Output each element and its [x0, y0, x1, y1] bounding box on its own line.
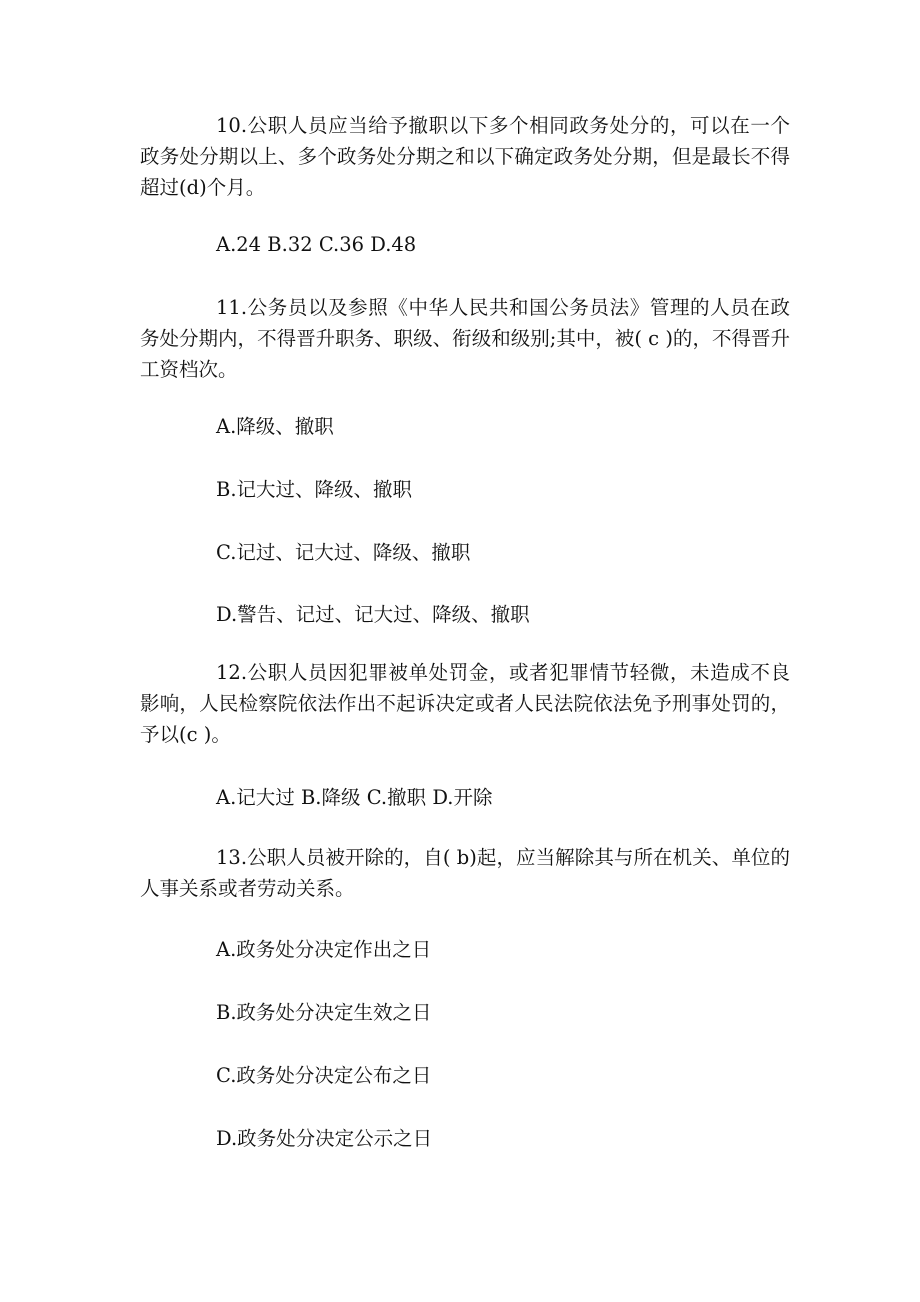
question-13-stem: 13.公职人员被开除的，自( b)起，应当解除其与所在机关、单位的人事关系或者劳动关系。 — [140, 846, 790, 900]
question-11-option-c: C.记过、记大过、降级、撤职 — [216, 541, 471, 564]
question-10-options: A.24 B.32 C.36 D.48 — [216, 233, 417, 256]
question-13-option-c: C.政务处分决定公布之日 — [216, 1064, 432, 1087]
question-13-option-d: D.政务处分决定公示之日 — [216, 1127, 433, 1150]
question-10-stem: 10.公职人员应当给予撤职以下多个相同政务处分的，可以在一个政务处分期以上、多个政务处分期之和以下确定政务处分期，但是最长不得超过(d)个月。 — [140, 114, 790, 199]
question-11-stem: 11.公务员以及参照《中华人民共和国公务员法》管理的人员在政务处分期内，不得晋升职务、职级、衔级和级别;其中，被( c )的，不得晋升工资档次。 — [140, 296, 790, 381]
question-11-option-b: B.记大过、降级、撤职 — [216, 478, 413, 501]
question-12-options: A.记大过 B.降级 C.撤职 D.开除 — [216, 786, 493, 809]
question-13-option-a: A.政务处分决定作出之日 — [216, 938, 432, 961]
question-11-option-a: A.降级、撤职 — [216, 415, 334, 438]
question-13-option-b: B.政务处分决定生效之日 — [216, 1001, 432, 1024]
question-12-stem: 12.公职人员因犯罪被单处罚金，或者犯罪情节轻微，未造成不良影响，人民检察院依法作出不起诉决定或者人民法院依法免予刑事处罚的，予以(c )。 — [140, 661, 790, 746]
question-11-option-d: D.警告、记过、记大过、降级、撤职 — [216, 603, 530, 626]
